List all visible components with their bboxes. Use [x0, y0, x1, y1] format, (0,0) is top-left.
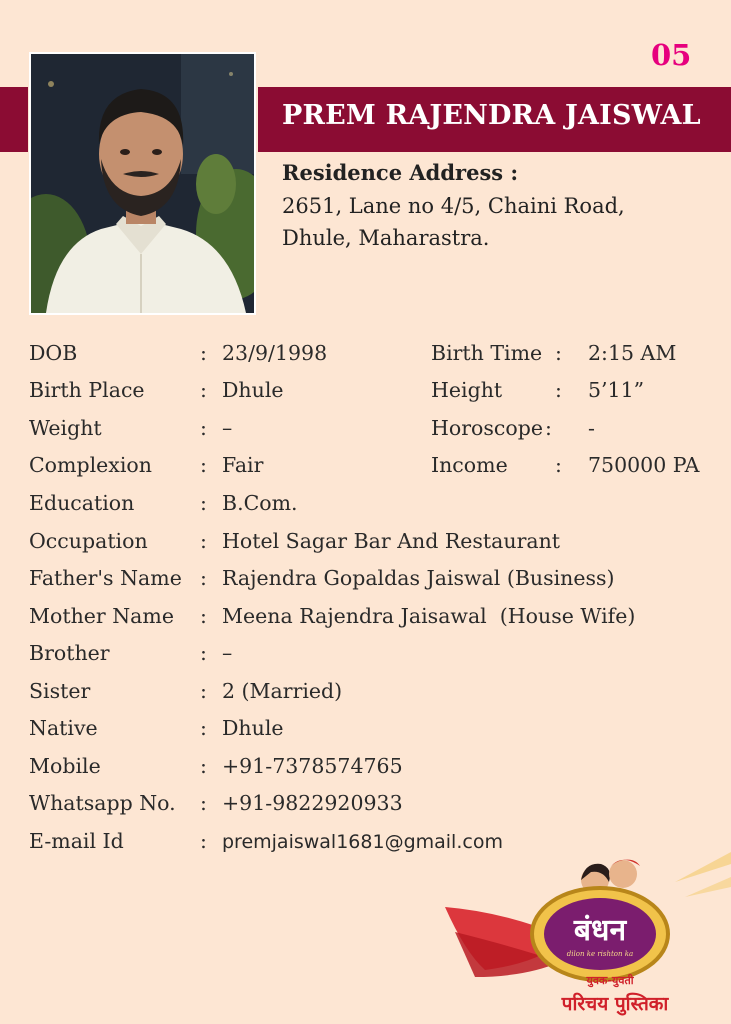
- field-colon: :: [200, 679, 207, 703]
- field-label: E-mail Id: [29, 829, 124, 853]
- field-label: Father's Name: [29, 566, 182, 590]
- logo-bottom-text: परिचय पुस्तिका: [561, 993, 669, 1015]
- field-label: Whatsapp No.: [29, 791, 176, 815]
- field-colon: :: [545, 416, 552, 440]
- field-value: 2 (Married): [222, 679, 343, 703]
- logo-sub-text: युवक-युवती: [586, 974, 634, 987]
- field-label: Brother: [29, 641, 110, 665]
- field-colon: :: [200, 604, 207, 628]
- field-colon: :: [200, 378, 207, 402]
- field-label: Mobile: [29, 754, 101, 778]
- field-label: Sister: [29, 679, 91, 703]
- page-number: 05: [651, 38, 692, 72]
- field-value: 750000 PA: [588, 453, 700, 477]
- logo-main-text: बंधन: [573, 913, 627, 948]
- field-value: 2:15 AM: [588, 341, 677, 365]
- field-label: Mother Name: [29, 604, 174, 628]
- address-line-2: Dhule, Maharastra.: [282, 226, 490, 250]
- field-label: Complexion: [29, 453, 152, 477]
- field-value: Rajendra Gopaldas Jaiswal (Business): [222, 566, 615, 590]
- profile-photo: [29, 52, 256, 315]
- field-colon: :: [200, 491, 207, 515]
- field-colon: :: [200, 566, 207, 590]
- field-label: DOB: [29, 341, 78, 365]
- address-label: Residence Address :: [282, 160, 519, 185]
- field-value: 23/9/1998: [222, 341, 328, 365]
- field-value: B.Com.: [222, 491, 298, 515]
- field-value: Fair: [222, 453, 264, 477]
- field-value: –: [222, 416, 233, 440]
- field-colon: :: [200, 416, 207, 440]
- field-label: Birth Place: [29, 378, 145, 402]
- field-value: –: [222, 641, 233, 665]
- field-colon: :: [200, 716, 207, 740]
- address-line-1: 2651, Lane no 4/5, Chaini Road,: [282, 194, 625, 218]
- profile-name: PREM RAJENDRA JAISWAL: [282, 100, 701, 131]
- bandhan-logo: [445, 852, 731, 1024]
- field-value: +91-7378574765: [222, 754, 403, 778]
- gold-ray: [685, 877, 731, 897]
- field-value: Hotel Sagar Bar And Restaurant: [222, 529, 561, 553]
- field-colon: :: [200, 453, 207, 477]
- field-value: Dhule: [222, 378, 284, 402]
- field-value: +91-9822920933: [222, 791, 403, 815]
- field-label: Native: [29, 716, 98, 740]
- field-colon: :: [555, 453, 562, 477]
- field-label: Income: [431, 453, 508, 477]
- field-label: Horoscope: [431, 416, 543, 440]
- field-value: 5’11”: [588, 378, 645, 402]
- field-label: Occupation: [29, 529, 148, 553]
- field-label: Weight: [29, 416, 102, 440]
- field-colon: :: [200, 529, 207, 553]
- gold-ray: [675, 852, 731, 882]
- field-label: Birth Time: [431, 341, 543, 365]
- field-colon: :: [555, 378, 562, 402]
- field-value: -: [588, 416, 595, 440]
- field-label: Education: [29, 491, 135, 515]
- field-colon: :: [200, 829, 207, 853]
- field-colon: :: [200, 641, 207, 665]
- field-label: Height: [431, 378, 503, 402]
- field-colon: :: [200, 791, 207, 815]
- field-colon: :: [200, 341, 207, 365]
- field-colon: :: [555, 341, 562, 365]
- email-value: premjaiswal1681@gmail.com: [222, 831, 503, 853]
- field-value: Dhule: [222, 716, 284, 740]
- field-colon: :: [200, 754, 207, 778]
- logo-tagline: dilon ke rishton ka: [566, 950, 634, 958]
- field-value: Meena Rajendra Jaisawal (House Wife): [222, 604, 636, 628]
